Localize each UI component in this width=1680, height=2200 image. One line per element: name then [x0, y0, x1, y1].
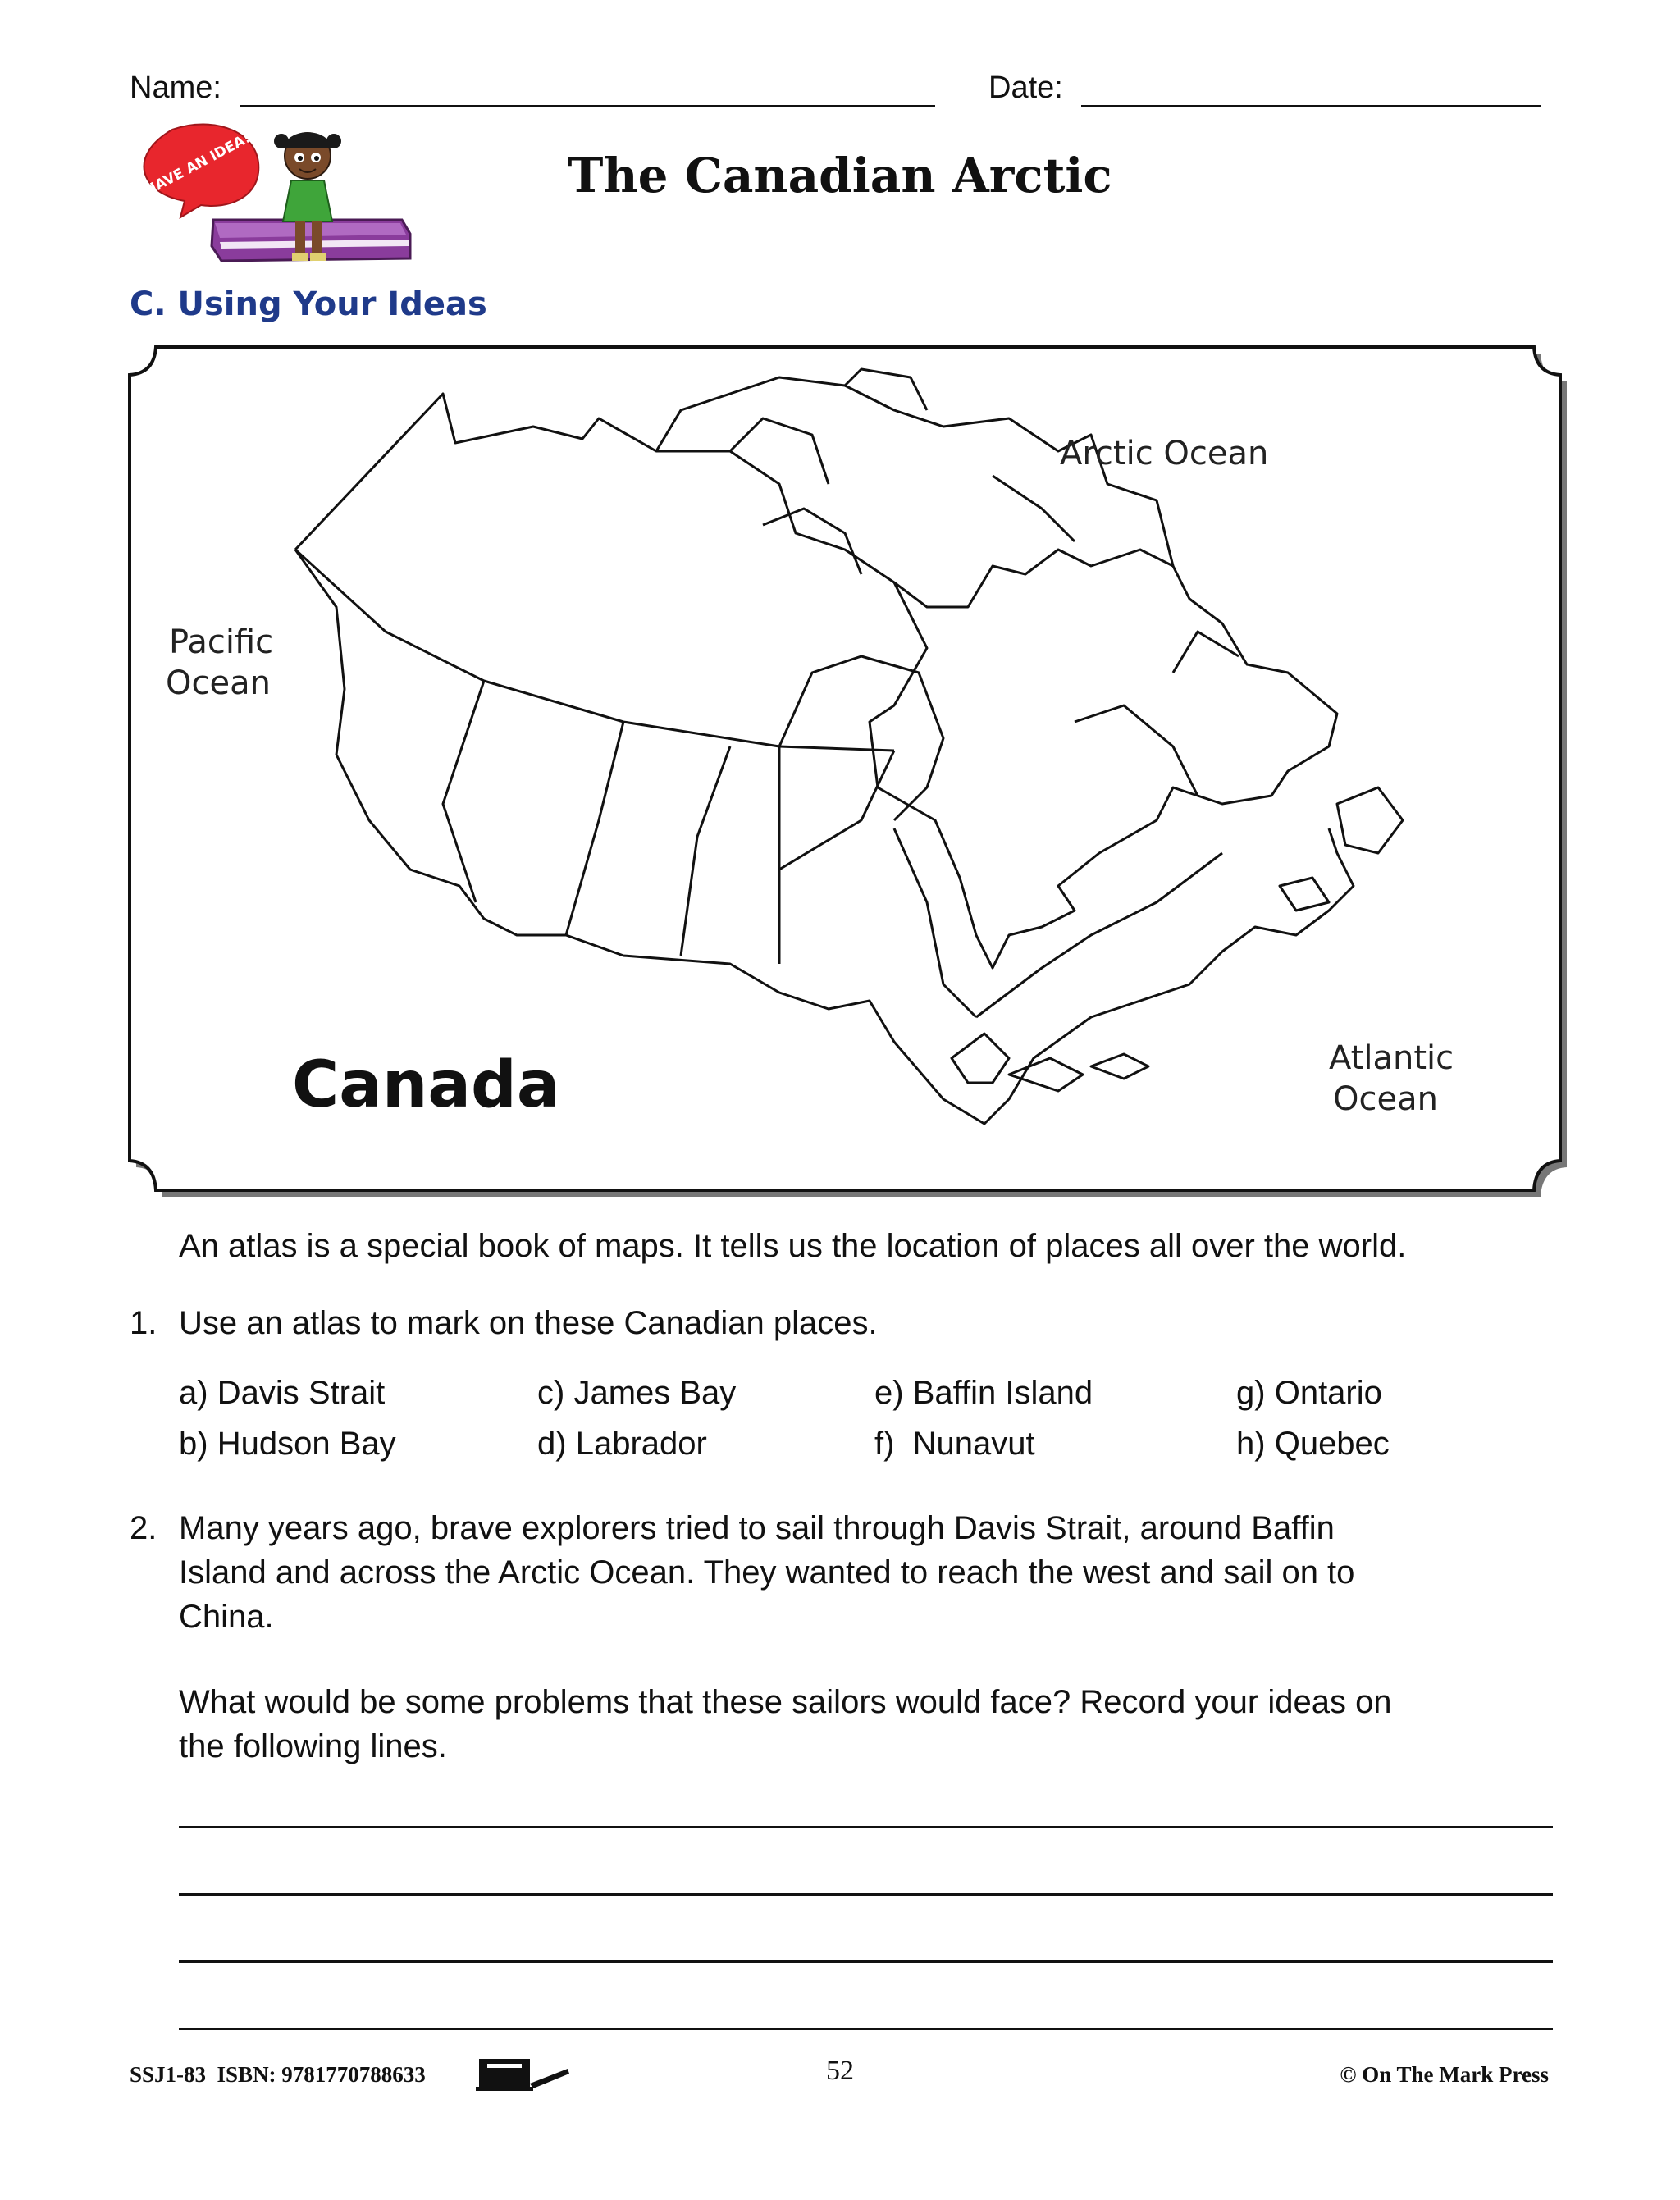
place-item-f: f) Nunavut	[874, 1426, 1035, 1462]
place-item-h: h) Quebec	[1236, 1426, 1390, 1462]
copyright: © On The Mark Press	[1340, 2062, 1549, 2087]
page-number: 52	[826, 2056, 854, 2086]
atlantic-ocean-label-line1: Atlantic	[1329, 1039, 1454, 1077]
place-item-d: d) Labrador	[537, 1426, 707, 1462]
place-item-a: a) Davis Strait	[179, 1375, 386, 1411]
date-line[interactable]	[1081, 105, 1541, 107]
answer-line-2[interactable]	[179, 1893, 1553, 1896]
q2-line2: Island and across the Arctic Ocean. They wanted to reach the west and sail on to	[179, 1554, 1355, 1591]
atlantic-ocean-label-line2: Ocean	[1333, 1080, 1438, 1118]
place-item-b: b) Hudson Bay	[179, 1426, 396, 1462]
idea-badge-text: I HAVE AN IDEA!	[133, 130, 253, 204]
answer-line-4[interactable]	[179, 2028, 1553, 2030]
place-item-c: c) James Bay	[537, 1375, 737, 1411]
q2-line3: China.	[179, 1599, 274, 1635]
footer-code-isbn: SSJ1-83 ISBN: 9781770788633	[130, 2062, 426, 2087]
arctic-ocean-label: Arctic Ocean	[1060, 435, 1269, 472]
date-label: Date:	[988, 71, 1063, 105]
q1-text: Use an atlas to mark on these Canadian places.	[179, 1305, 878, 1341]
q1-number: 1.	[130, 1305, 158, 1341]
pacific-ocean-label-line1: Pacific	[169, 623, 274, 661]
pacific-ocean-label-line2: Ocean	[166, 664, 271, 702]
q2-number: 2.	[130, 1510, 158, 1546]
answer-line-1[interactable]	[179, 1826, 1553, 1828]
place-item-e: e) Baffin Island	[874, 1375, 1093, 1411]
name-label: Name:	[130, 71, 221, 105]
canada-label: Canada	[292, 1048, 560, 1122]
answer-line-3[interactable]	[179, 1960, 1553, 1963]
intro-text: An atlas is a special book of maps. It tells us the location of places all over the world.	[179, 1228, 1407, 1264]
q2-prompt-line2: the following lines.	[179, 1728, 447, 1764]
name-line[interactable]	[240, 105, 935, 107]
section-heading: C. Using Your Ideas	[130, 285, 487, 323]
page-title: The Canadian Arctic	[568, 148, 1112, 203]
place-item-g: g) Ontario	[1236, 1375, 1382, 1411]
q2-line1: Many years ago, brave explorers tried to sail through Davis Strait, around Baffin	[179, 1510, 1335, 1546]
q2-prompt-line1: What would be some problems that these sailors would face? Record your ideas on	[179, 1684, 1392, 1720]
